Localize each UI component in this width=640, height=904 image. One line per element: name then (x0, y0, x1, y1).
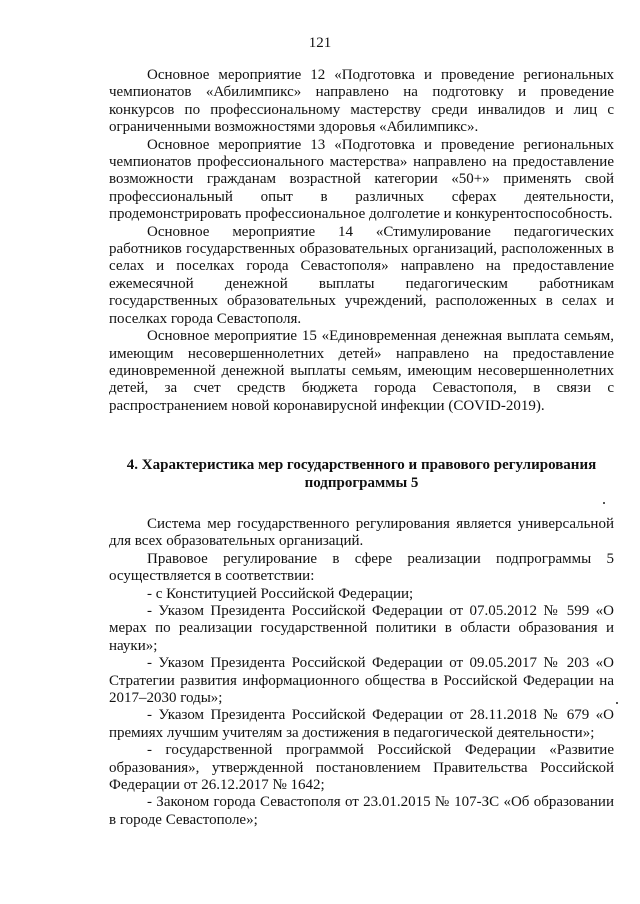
section-heading-line-2: подпрограммы 5 (304, 474, 419, 491)
list-item-decree-599: - Указом Президента Российской Федерации от 07.05.2012 № 599 «О мерах по реализации государственной политики в области образования и науки»; (109, 602, 614, 654)
paragraph-event-14: Основное мероприятие 14 «Стимулирование педагогических работников государственных образовательных организаций, расположенных в селах и поселках города Севастополя» направлено на предоставление ежемесячной денежной выплаты педагогическим работникам государственных образовательных учреждений, расположенных в селах и поселках города Севастополя. (109, 223, 614, 327)
paragraph-event-12: Основное мероприятие 12 «Подготовка и проведение региональных чемпионатов «Абилимпикс» направлено на подготовку и проведение конкурсов по профессиональному мастерству среди инвалидов и лиц с ограниченными возможностями здоровья «Абилимпикс». (109, 67, 614, 136)
page-body (109, 67, 614, 829)
list-item-state-program: - государственной программой Российской Федерации «Развитие образования», утвержденной постановлением Правительства Российской Федерации от 26.12.2017 № 1642; (109, 742, 614, 794)
section-heading-line-1: 4. Характеристика мер государственного и правового регулирования (126, 457, 597, 474)
paragraph-regulation-system: Система мер государственного регулирования является универсальной для всех образовательных организаций. (109, 515, 614, 550)
section-heading (109, 457, 614, 492)
list-item-decree-203: - Указом Президента Российской Федерации от 09.05.2017 № 203 «О Стратегии развития информационного общества в Российской Федерации на 2017–2030 годы»; (109, 655, 614, 706)
list-item-decree-679: - Указом Президента Российской Федерации от 28.11.2018 № 679 «О премиях лучшим учителям за достижения в педагогической деятельности»; (109, 707, 614, 741)
paragraph-legal-regulation: Правовое регулирование в сфере реализации подпрограммы 5 осуществляется в соответствии: (109, 550, 614, 585)
page-number: 121 (308, 35, 332, 51)
paragraph-event-15: Основное мероприятие 15 «Единовременная денежная выплата семьям, имеющим несовершеннолетних детей» направлено на предоставление единовременной денежной выплаты семьям, имеющим несовершеннолетних детей, за счет средств бюджета города Севастополя, в связи с распространением новой коронавирусной инфекции (COVID-2019). (109, 328, 614, 414)
scan-speck (603, 502, 605, 504)
scan-speck (616, 702, 618, 704)
list-item-constitution: - с Конституцией Российской Федерации; (147, 585, 414, 602)
paragraph-event-13: Основное мероприятие 13 «Подготовка и проведение региональных чемпионатов профессионального мастерства» направлено на предоставление возможности гражданам возрастной категории «50+» применять свой профессиональный опыт в различных сферах деятельности, продемонстрировать профессиональное долголетие и конкурентоспособность. (109, 136, 614, 223)
list-item-sevastopol-law: - Законом города Севастополя от 23.01.2015 № 107-ЗС «Об образовании в городе Севастополе»; (109, 794, 614, 828)
